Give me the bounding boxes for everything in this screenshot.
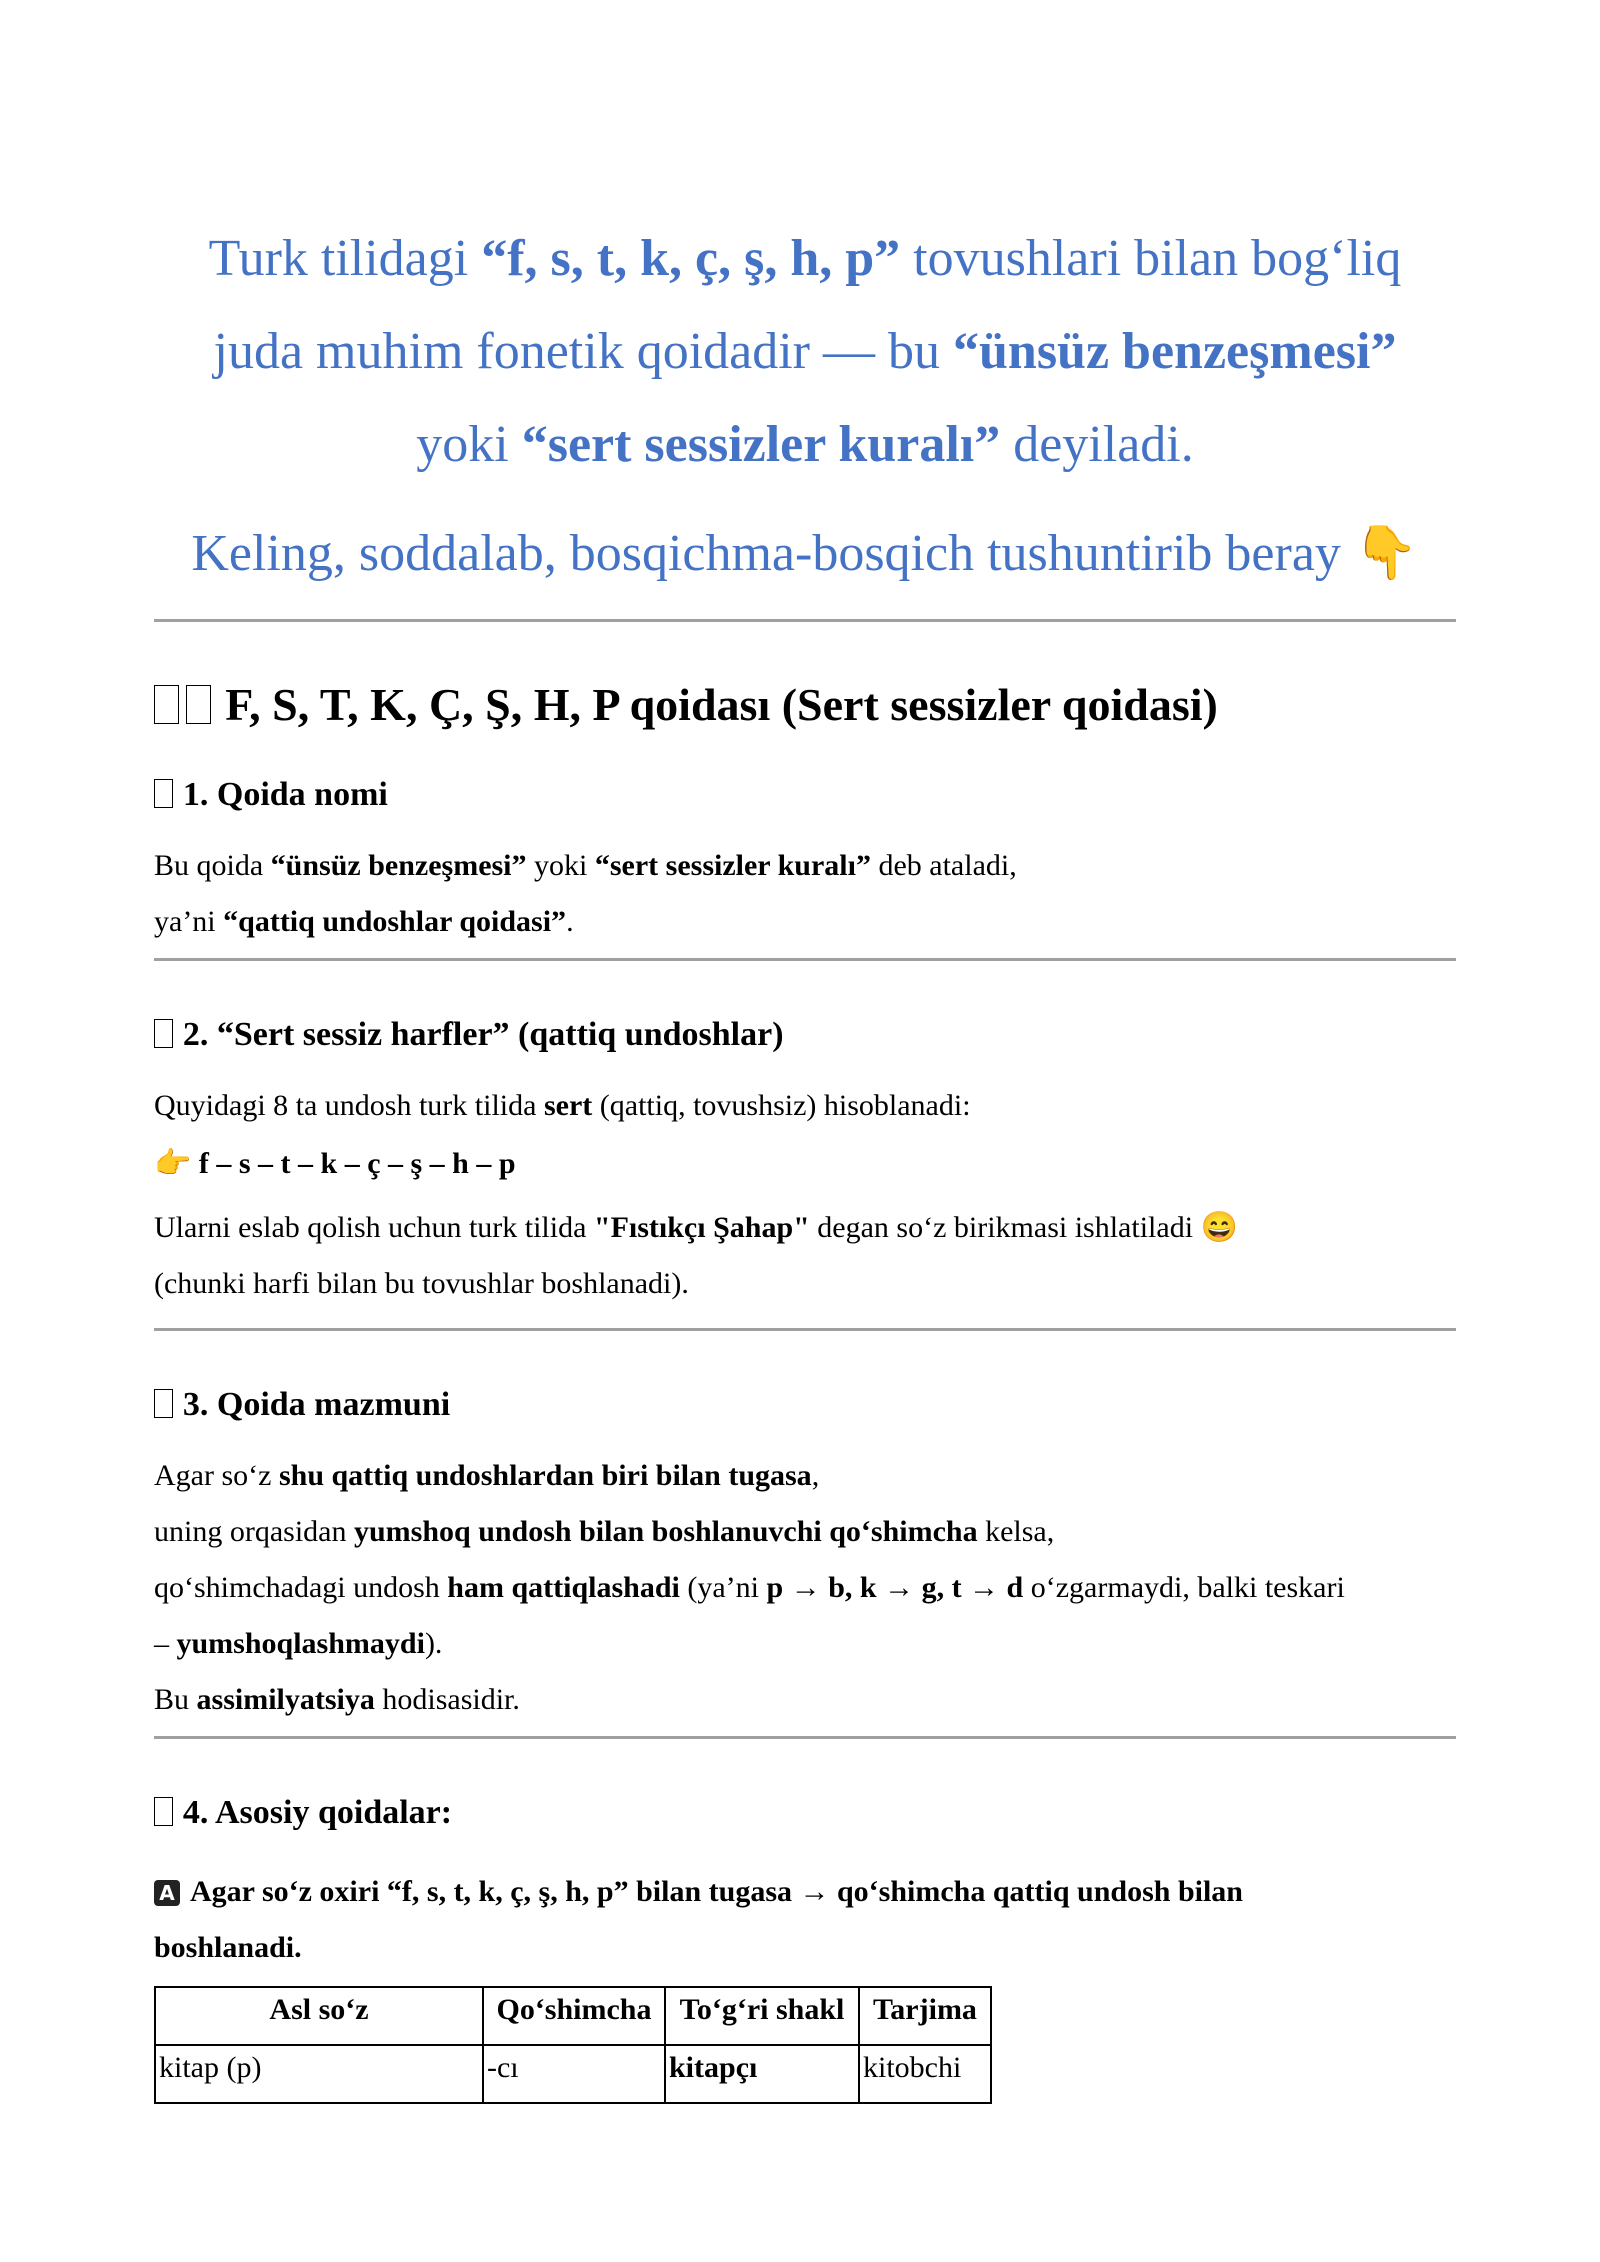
intro-text: yoki (416, 416, 522, 473)
section-heading-3 (154, 1386, 450, 1424)
missing-glyph-icon (154, 685, 179, 724)
section3-line-5: Bu assimilyatsiya hodisasidir. (154, 1683, 520, 1716)
page-title (154, 678, 1218, 731)
table-cell: -cı (483, 2045, 665, 2103)
intro-text: Turk tilidagi (208, 230, 482, 287)
sert-letters-list: 👉 f – s – t – k – ç – ş – h – p (154, 1147, 516, 1180)
intro-text: tovushlari bilan bog‘liq (900, 230, 1402, 287)
table-header-cell: Asl so‘z (155, 1987, 483, 2045)
section3-line-1: Agar so‘z shu qattiq undoshlardan biri bilan tugasa, (154, 1459, 820, 1492)
missing-glyph-icon (154, 1797, 173, 1826)
intro-letters: “f, s, t, k, ç, ş, h, p” (481, 230, 901, 287)
section-heading-text: 3. Qoida mazmuni (182, 1386, 451, 1423)
section2-line-4: (chunki harfi bilan bu tovushlar boshlanadi). (154, 1267, 689, 1300)
section3-line-4: – yumshoqlashmaydi). (154, 1627, 443, 1660)
table-row (155, 2045, 991, 2103)
intro-line-4: Keling, soddalab, bosqichma-bosqich tushuntirib beray 👇 (191, 525, 1419, 582)
missing-glyph-icon (154, 779, 173, 808)
intro-term: “sert sessizler kuralı” (521, 416, 1001, 473)
examples-table (154, 1986, 992, 2104)
intro-line-1 (154, 212, 1456, 305)
intro-text: deyiladi. (1000, 416, 1194, 473)
table-header-cell: Qo‘shimcha (483, 1987, 665, 2045)
intro-term: “ünsüz benzeşmesi” (952, 323, 1397, 380)
section-heading-text: 4. Asosiy qoidalar: (182, 1794, 453, 1831)
intro-paragraph (154, 212, 1456, 600)
intro-line-3 (154, 398, 1456, 491)
table-cell: kitobchi (859, 2045, 991, 2103)
section-heading-1 (154, 776, 388, 814)
missing-glyph-icon (154, 1019, 173, 1048)
table-header-cell: Tarjima (859, 1987, 991, 2045)
table-cell: kitapçı (665, 2045, 859, 2103)
section-heading-text: 2. “Sert sessiz harfler” (qattiq undoshlar) (182, 1016, 784, 1053)
intro-line-2 (154, 305, 1456, 398)
section-heading-text: 1. Qoida nomi (182, 776, 388, 813)
intro-text: juda muhim fonetik qoidadir — bu (213, 323, 953, 380)
divider (154, 1736, 1456, 1739)
section-heading-4 (154, 1794, 452, 1832)
table-header-row (155, 1987, 991, 2045)
divider (154, 958, 1456, 961)
section-heading-2 (154, 1016, 784, 1054)
table-header-cell: To‘g‘ri shakl (665, 1987, 859, 2045)
section1-line-1: Bu qoida “ünsüz benzeşmesi” yoki “sert sessizler kuralı” deb ataladi, (154, 849, 1017, 882)
page-title-text: F, S, T, K, Ç, Ş, H, P qoidası (Sert sessizler qoidasi) (225, 679, 1218, 730)
divider (154, 619, 1456, 622)
section3-line-2: uning orqasidan yumshoq undosh bilan boshlanuvchi qo‘shimcha kelsa, (154, 1515, 1055, 1548)
divider (154, 1328, 1456, 1331)
table-cell: kitap (p) (155, 2045, 483, 2103)
section2-line-1: Quyidagi 8 ta undosh turk tilida sert (qattiq, tovushsiz) hisoblanadi: (154, 1089, 971, 1122)
rule-a-line-2: boshlanadi. (154, 1931, 302, 1964)
rule-a-line-1: A Agar so‘z oxiri “f, s, t, k, ç, ş, h, p” bilan tugasa → qo‘shimcha qattiq undosh bilan (154, 1864, 1243, 1920)
letter-a-badge-icon: A (154, 1880, 180, 1906)
section3-line-3: qo‘shimchadagi undosh ham qattiqlashadi (ya’ni p → b, k → g, t → d o‘zgarmaydi, balki teskari (154, 1571, 1345, 1604)
section1-line-2: ya’ni “qattiq undoshlar qoidasi”. (154, 905, 574, 938)
missing-glyph-icon (154, 1389, 173, 1418)
section2-line-3: Ularni eslab qolish uchun turk tilida "Fıstıkçı Şahap" degan so‘z birikmasi ishlatiladi 😄 (154, 1211, 1238, 1244)
missing-glyph-icon (186, 685, 211, 724)
